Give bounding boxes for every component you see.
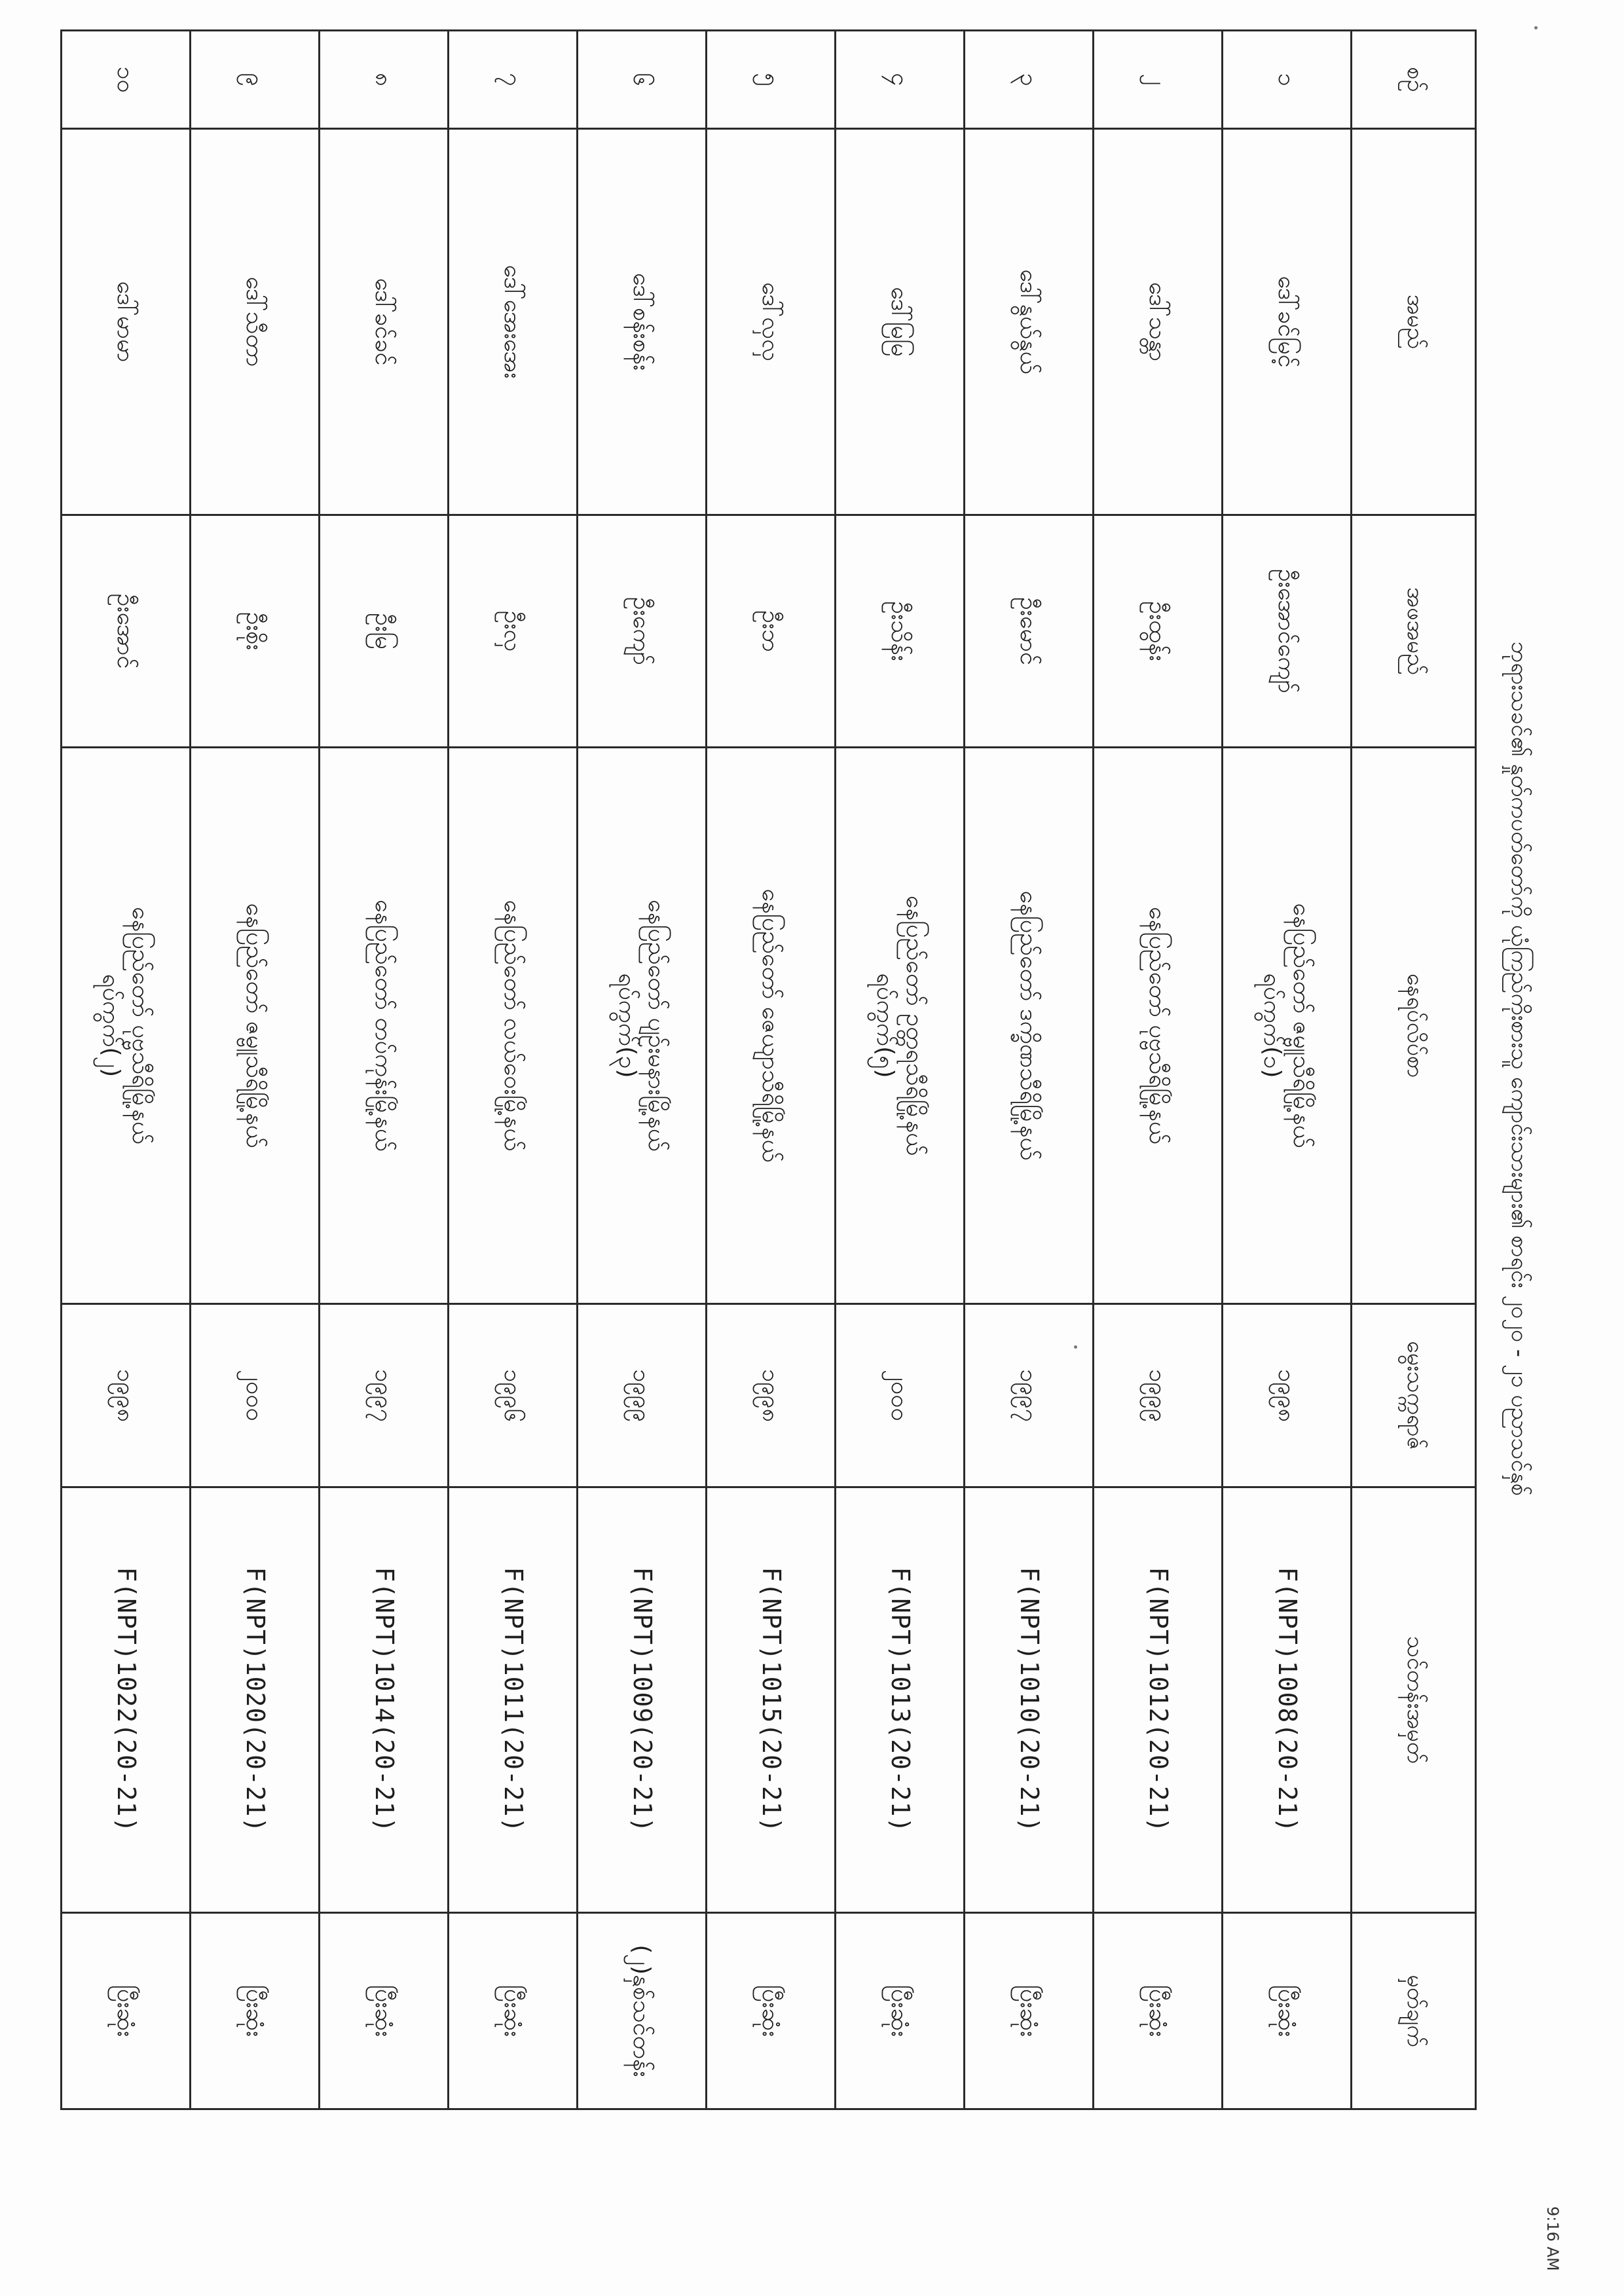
row-father: ဦးစိုး	[191, 515, 320, 748]
row-dob: ၁၉၉၇	[965, 1304, 1094, 1487]
table-row	[1094, 31, 1223, 2109]
row-name: ဒေါ်မာမာ	[62, 129, 191, 515]
row-remark: ပြီးဆုံး	[320, 1913, 449, 2109]
row-address: နေပြည်တော် ဒက္ခိဏသီရိမြို့နယ်	[965, 748, 1094, 1304]
row-address: နေပြည်တော် ဇမ္ဗူသီရိမြို့နယ်	[191, 748, 320, 1304]
row-name: ဒေါ်ခင်မြင့်	[1223, 129, 1352, 515]
row-dob: ၁၉၉၆	[449, 1304, 578, 1487]
table-row	[965, 31, 1094, 2109]
row-no: ၆	[578, 31, 707, 129]
row-no: ၁၀	[62, 31, 191, 129]
row-code: F(NPT)1010(20-21)	[965, 1487, 1094, 1913]
table-body	[62, 31, 1352, 2109]
row-remark: ပြီးဆုံး	[836, 1913, 965, 2109]
row-code: F(NPT)1020(20-21)	[191, 1487, 320, 1913]
row-dob: ၁၉၉၈	[62, 1304, 191, 1487]
row-no: ၉	[191, 31, 320, 129]
row-address: နေပြည်တော် ပုဗ္ဗသီရိမြို့နယ် ရပ်ကွက်(၂)	[62, 748, 191, 1304]
row-no: ၅	[707, 31, 836, 129]
header-father: အဖအမည်	[1352, 515, 1476, 748]
row-dob: ၁၉၉၈	[707, 1304, 836, 1487]
row-father: ဦးသိန်း	[836, 515, 965, 748]
row-dob: ၂၀၀၀	[836, 1304, 965, 1487]
row-dob: ၁၉၉၇	[320, 1304, 449, 1487]
row-address: နေပြည်တော် တပ်ကုန်းမြို့နယ်	[320, 748, 449, 1304]
table-row	[578, 31, 707, 2109]
table-row	[449, 31, 578, 2109]
row-name: ဒေါ်ခင်ခင်	[320, 129, 449, 515]
row-name: ဒေါ်နွယ်နွယ်	[965, 129, 1094, 515]
row-father: ဦးဘ	[707, 515, 836, 748]
table-row	[191, 31, 320, 2109]
row-address: နေပြည်တော် ဇေယျာသီရိမြို့နယ်	[707, 748, 836, 1304]
row-code: F(NPT)1014(20-21)	[320, 1487, 449, 1913]
row-dob: ၁၉၉၉	[578, 1304, 707, 1487]
row-remark: (၂)နှစ်သင်တန်း	[578, 1913, 707, 2109]
rotated-register-sheet	[98, 29, 1542, 2108]
row-father: ဦးကျော်	[578, 515, 707, 748]
header-no: စဉ်	[1352, 31, 1476, 129]
row-father: ဦးမြ	[320, 515, 449, 748]
row-remark: ပြီးဆုံး	[1094, 1913, 1223, 2109]
row-code: F(NPT)1022(20-21)	[62, 1487, 191, 1913]
header-dob: မွေးသက္ကရာဇ်	[1352, 1304, 1476, 1487]
row-code: F(NPT)1009(20-21)	[578, 1487, 707, 1913]
row-dob: ၁၉၉၈	[1223, 1304, 1352, 1487]
row-no: ၄	[836, 31, 965, 129]
table-row	[62, 31, 191, 2109]
row-name: ဒေါ်လှလှ	[707, 129, 836, 515]
row-address: နေပြည်တော် လယ်ဝေးမြို့နယ်	[449, 748, 578, 1304]
table-row	[836, 31, 965, 2109]
row-dob: ၁၉၉၉	[1094, 1304, 1223, 1487]
row-address: နေပြည်တော် ပုဗ္ဗသီရိမြို့နယ်	[1094, 748, 1223, 1304]
row-remark: ပြီးဆုံး	[62, 1913, 191, 2109]
row-code: F(NPT)1013(20-21)	[836, 1487, 965, 1913]
row-remark: ပြီးဆုံး	[191, 1913, 320, 2109]
header-remark: မှတ်ချက်	[1352, 1913, 1476, 2109]
row-code: F(NPT)1008(20-21)	[1223, 1487, 1352, 1913]
table-row	[707, 31, 836, 2109]
row-remark: ပြီးဆုံး	[707, 1913, 836, 2109]
table-header-row	[1352, 31, 1476, 2109]
table-row	[1223, 31, 1352, 2109]
row-name: ဒေါ်သီတာ	[191, 129, 320, 515]
row-remark: ပြီးဆုံး	[965, 1913, 1094, 2109]
row-no: ၃	[965, 31, 1094, 129]
scan-speck	[1534, 26, 1538, 29]
row-name: ဒေါ်မြမြ	[836, 129, 965, 515]
row-remark: ပြီးဆုံး	[1223, 1913, 1352, 2109]
row-no: ၂	[1094, 31, 1223, 129]
row-no: ၈	[320, 31, 449, 129]
header-address: နေရပ်လိပ်စာ	[1352, 748, 1476, 1304]
student-register-table	[60, 29, 1477, 2110]
row-no: ၇	[449, 31, 578, 129]
row-name: ဒေါ်စန်းစန်း	[578, 129, 707, 515]
row-father: ဦးထွန်း	[1094, 515, 1223, 748]
row-father: ဦးအောင်	[62, 515, 191, 748]
row-no: ၁	[1223, 31, 1352, 129]
scan-speck	[1074, 1345, 1077, 1349]
header-name: အမည်	[1352, 129, 1476, 515]
row-dob: ၂၀၀၀	[191, 1304, 320, 1487]
row-code: F(NPT)1015(20-21)	[707, 1487, 836, 1913]
table-row	[320, 31, 449, 2109]
header-code: သင်တန်းအမှတ်	[1352, 1487, 1476, 1913]
row-code: F(NPT)1012(20-21)	[1094, 1487, 1223, 1913]
row-remark: ပြီးဆုံး	[449, 1913, 578, 2109]
row-address: နေပြည်တော် ဥတ္တရသီရိမြို့နယ် ရပ်ကွက်(၅)	[836, 748, 965, 1304]
row-address: နေပြည်တော် ပျဉ်းမနားမြို့နယ် ရပ်ကွက်(၃)	[578, 748, 707, 1304]
row-code: F(NPT)1011(20-21)	[449, 1487, 578, 1913]
scan-timestamp: 9:16 AM	[1543, 2206, 1562, 2271]
row-father: ဦးမောင်	[965, 515, 1094, 748]
row-name: ဒေါ်အေးအေး	[449, 129, 578, 515]
document-title: ဘုရားသခင်၏ နှုတ်ကပတ်တော်ကို ယုံကြည်ကိုးစားသူ ကျောင်းသားများ၏ စာရင်း ၂၀၂၀ - ၂၁ ပညာသင်နှစ်	[1506, 641, 1532, 1497]
row-name: ဒေါ်သန္တာ	[1094, 129, 1223, 515]
row-address: နေပြည်တော် ဇမ္ဗူသီရိမြို့နယ် ရပ်ကွက်(၁)	[1223, 748, 1352, 1304]
row-father: ဦးအောင်ကျော်	[1223, 515, 1352, 748]
row-father: ဦးလှ	[449, 515, 578, 748]
